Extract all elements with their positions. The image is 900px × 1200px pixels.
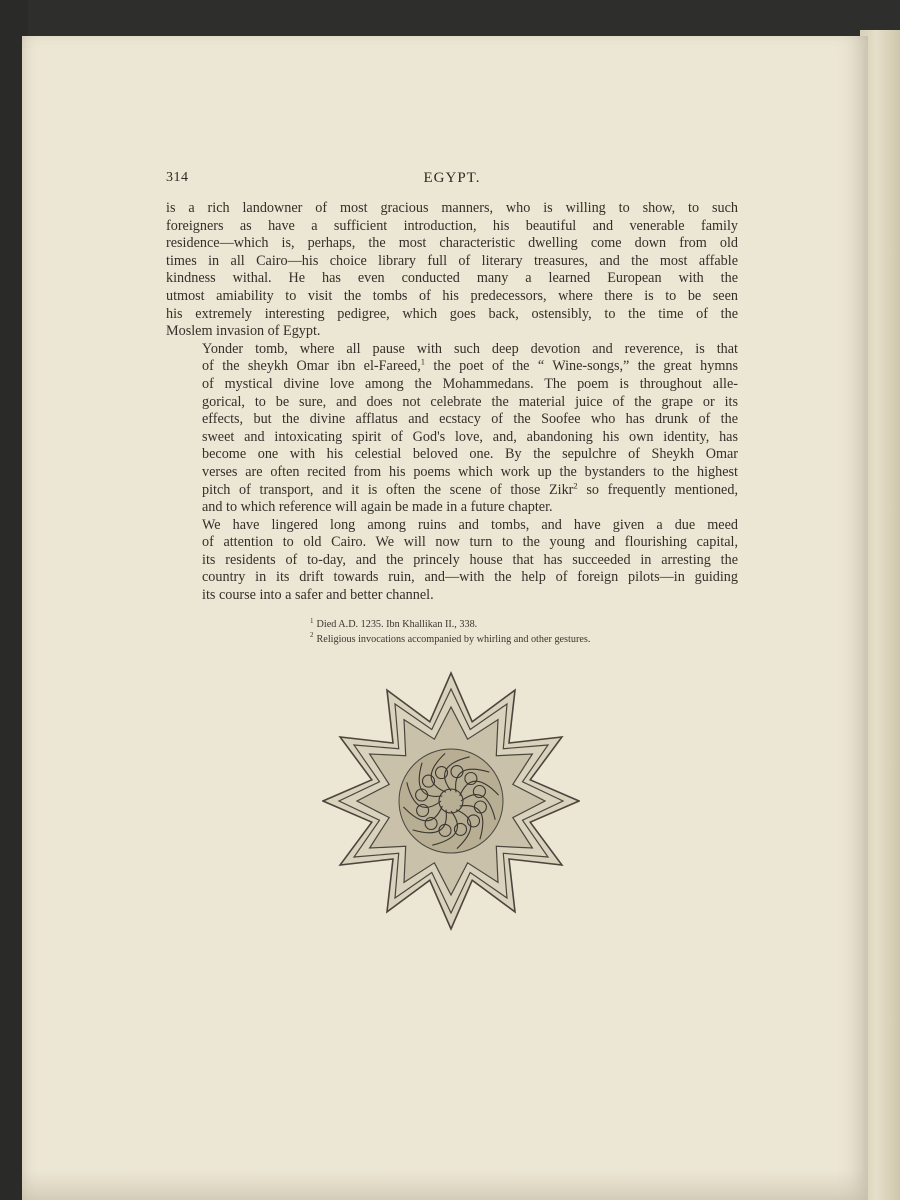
line-segment: of the sheykh Omar ibn el-Fareed, bbox=[202, 358, 421, 375]
text-line: its course into a safer and better channel. bbox=[202, 587, 434, 604]
text-line: his extremely interesting pedigree, which goes back, ostensibly, to the time of the bbox=[166, 305, 738, 322]
background-top bbox=[0, 0, 900, 40]
text-line: utmost amiability to visit the tombs of his predecessors, where there is to be seen bbox=[166, 287, 738, 304]
text-line bbox=[166, 479, 738, 500]
text-line: residence—which is, perhaps, the most characteristic dwelling come down from old bbox=[166, 235, 738, 252]
text-line: verses are often recited from his poems which work up the bystanders to the highest bbox=[202, 463, 738, 480]
twelve-point-star-arabesque-icon bbox=[322, 670, 580, 932]
footnote-text: Died A.D. 1235. Ibn Khallikan II., 338. bbox=[316, 619, 478, 630]
line-segment: pitch of transport, and it is often the scene of those Zikr bbox=[202, 481, 574, 498]
page-header bbox=[166, 170, 738, 192]
text-line: gorical, to be sure, and does not celebrate the material juice of the grape or its bbox=[202, 393, 738, 410]
body-text bbox=[166, 200, 738, 605]
footnotes bbox=[310, 618, 630, 647]
text-line: Moslem invasion of Egypt. bbox=[166, 323, 321, 340]
footnote-mark: 1 bbox=[310, 616, 314, 625]
paragraph-3 bbox=[166, 517, 738, 605]
text-line bbox=[166, 358, 738, 376]
text-line: Yonder tomb, where all pause with such deep devotion and reverence, is that bbox=[202, 340, 738, 357]
text-line: We have lingered long among ruins and tombs, and have given a due meed bbox=[202, 516, 738, 533]
running-head: EGYPT. bbox=[423, 170, 481, 186]
text-line: times in all Cairo—his choice library full of literary treasures, and the most affable bbox=[166, 252, 738, 269]
text-line: is a rich landowner of most gracious manners, who is willing to show, to such bbox=[166, 200, 738, 216]
text-line: country in its drift towards ruin, and—with the help of foreign pilots—in guiding bbox=[202, 569, 738, 586]
footnote-ref: 2 bbox=[573, 479, 578, 490]
line-segment: so frequently mentioned, bbox=[577, 481, 738, 498]
text-line: and to which reference will again be made in a future chapter. bbox=[202, 499, 553, 516]
line-segment: the poet of the “ Wine-songs,” the great hymns bbox=[425, 358, 738, 375]
text-line: become one with his celestial beloved one. By the sepulchre of Sheykh Omar bbox=[202, 446, 738, 463]
footnote-ref: 1 bbox=[420, 356, 426, 367]
page-bottom-shadow bbox=[22, 1170, 868, 1200]
footnote-1 bbox=[310, 618, 630, 633]
footnote-text: Religious invocations accompanied by whirling and other gestures. bbox=[316, 633, 591, 645]
footnote-mark: 2 bbox=[310, 631, 314, 640]
footnote-2 bbox=[310, 633, 630, 648]
text-line: of attention to old Cairo. We will now turn to the young and flourishing capital, bbox=[202, 534, 738, 551]
text-line: of mystical divine love among the Mohammedans. The poem is throughout alle- bbox=[202, 375, 738, 392]
paragraph-2 bbox=[166, 341, 738, 517]
text-line: effects, but the divine afflatus and ecstacy of the Soofee who has drunk of the bbox=[202, 411, 738, 428]
paragraph-1 bbox=[166, 200, 738, 341]
text-line: foreigners as have a sufficient introduction, his beautiful and venerable family bbox=[166, 217, 738, 234]
text-line: kindness withal. He has even conducted many a learned European with the bbox=[166, 270, 738, 287]
text-line: sweet and intoxicating spirit of God's love, and, abandoning his own identity, has bbox=[202, 428, 738, 445]
text-line: its residents of to-day, and the princely house that has succeeded in arresting the bbox=[202, 551, 738, 568]
page-number: 314 bbox=[166, 170, 189, 185]
